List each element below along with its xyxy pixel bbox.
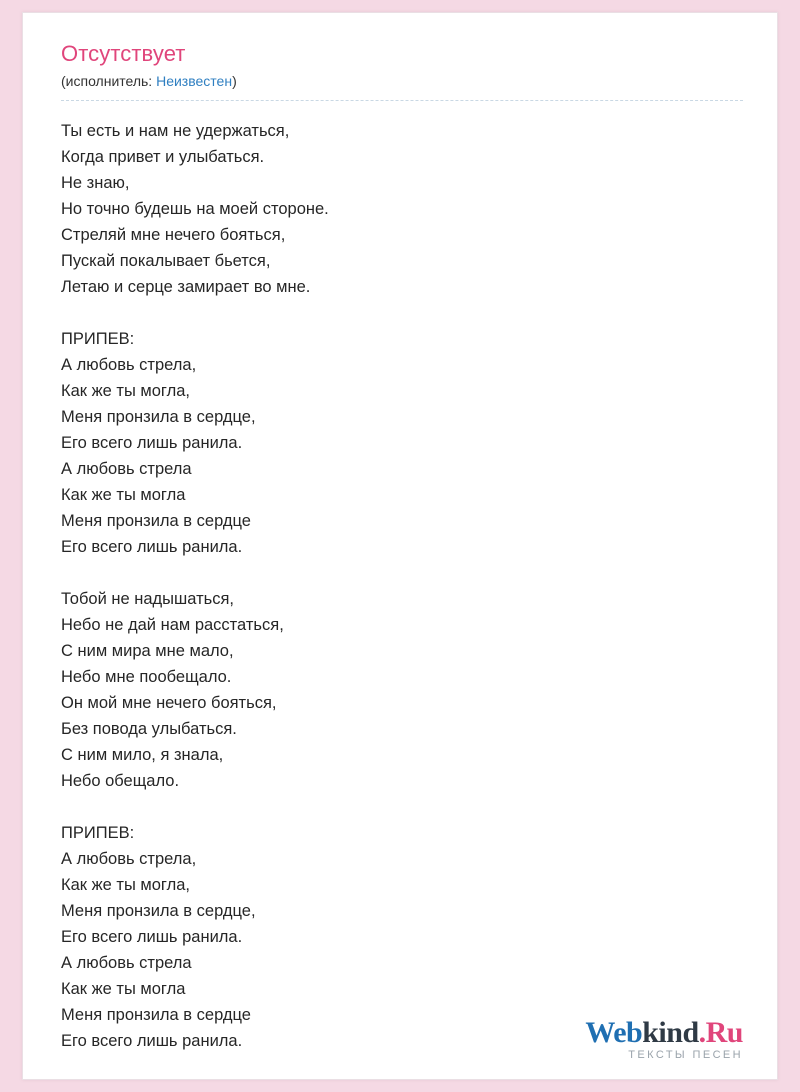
artist-suffix-label: ) [232,73,237,90]
artist-link[interactable]: Неизвестен [156,73,233,90]
artist-line [61,73,743,101]
watermark-logo [585,1018,743,1048]
artist-prefix-label: (исполнитель: [61,73,157,90]
lyrics-text: Ты есть и нам не удержаться, Когда привет и улыбаться. Не знаю, Но точно будешь на моей стороне. Стреляй мне нечего бояться, Пускай покалывает бьется, Летаю и серце замирает во мне. ПРИПЕВ: А любовь стрела, Как же ты могла, Меня пронзила в сердце, Его всего лишь ранила. А любовь стрела Как же ты могла Меня пронзила в сердце Его всего лишь ранила. Тобой не надышаться, Небо не дай нам расстаться, С ним мира мне мало, Небо мне пообещало. Он мой мне нечего бояться, Без повода улыбаться. С ним мило, я знала, Небо обещало. ПРИПЕВ: А любовь стрела, Как же ты могла, Меня пронзила в сердце, Его всего лишь ранила. А любовь стрела Как же ты могла Меня пронзила в сердце Его всего лишь ранила. [61,122,329,1051]
watermark-subtitle: ТЕКСТЫ ПЕСЕН [628,1049,743,1061]
site-watermark [585,1018,743,1061]
watermark-kind: kind [642,1016,699,1049]
watermark-ru: Ru [705,1016,743,1049]
watermark-dot: . [698,1016,706,1049]
watermark-web: Web [585,1016,643,1049]
song-content [23,13,777,1054]
page-sheet [22,12,778,1080]
page-title: Отсутствует [61,41,186,66]
